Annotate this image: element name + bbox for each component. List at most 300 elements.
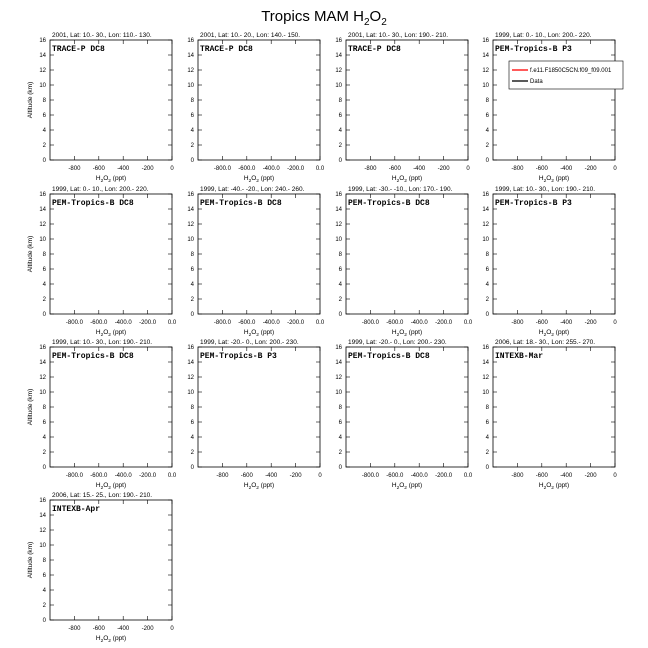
y-tick-label: 8 [42,558,46,565]
y-tick-label: 4 [338,128,342,135]
campaign-label: PEM-Tropics-B P3 [495,199,572,208]
x-tick-label: 0.0 [463,473,473,479]
x-axis-title-mid: O [399,482,405,489]
y-tick-label: 4 [338,282,342,289]
x-axis-title-sub2: 2 [404,179,407,184]
x-tick-label: -800.0 [361,473,379,479]
x-tick-label: -200 [584,320,597,326]
y-tick-label: 10 [482,83,489,90]
y-tick-label: 16 [39,345,46,352]
campaign-label: INTEXB-Mar [495,352,544,361]
x-axis-title-tail: (ppt) [110,329,127,336]
x-tick-label: -200 [584,473,597,479]
x-axis-title-mid: O [546,482,552,489]
y-tick-label: 4 [485,282,489,289]
x-axis-title-sub1: 2 [396,179,400,184]
y-tick-label: 12 [187,68,194,75]
y-tick-label: 6 [42,573,46,580]
x-axis-title-tail: (ppt) [553,482,570,489]
x-axis-title [392,329,422,338]
x-axis-title [96,635,126,644]
x-tick-label: 0 [318,473,322,479]
x-tick-label: -800.0 [361,320,379,326]
campaign-label: PEM-Tropics-B P3 [200,352,277,361]
x-tick-label: -800 [216,473,229,479]
x-tick-label: -600.0 [90,473,108,479]
x-axis-title-main: H [95,175,101,182]
panel-header: 1999, Lat: 0.- 10., Lon: 200.- 220. [495,32,592,39]
x-tick-label: -800.0 [213,320,231,326]
x-axis-title-main: H [95,329,101,336]
x-axis-title-main: H [391,175,397,182]
panel-2 [187,32,325,184]
y-tick-label: 12 [482,222,489,229]
plot-frame [198,194,320,314]
y-tick-label: 4 [42,435,46,442]
plot-frame [50,347,172,467]
plot-frame [346,194,468,314]
y-tick-label: 12 [39,222,46,229]
x-axis-title-mid: O [103,482,109,489]
panel-header: 2006, Lat: 15.- 25., Lon: 190.- 210. [52,492,153,499]
figure-title-main: Tropics MAM H [261,8,364,25]
y-tick-label: 16 [39,498,46,505]
plot-frame [50,194,172,314]
x-axis-title-sub1: 2 [248,179,252,184]
x-axis-title-sub1: 2 [396,486,400,491]
y-tick-label: 0 [485,158,489,165]
x-axis-title-tail: (ppt) [110,482,127,489]
y-tick-label: 14 [335,53,342,60]
y-tick-label: 16 [482,345,489,352]
campaign-label: TRACE-P DC8 [200,45,253,54]
y-tick-label: 2 [338,297,342,304]
y-tick-label: 0 [42,158,46,165]
x-tick-label: -800 [68,166,81,172]
x-tick-label: -600 [92,166,105,172]
y-tick-label: 14 [335,360,342,367]
panel-5 [27,186,177,338]
x-tick-label: -600.0 [90,320,108,326]
x-axis-title [539,482,569,491]
panel-13 [27,492,174,644]
campaign-label: PEM-Tropics-B DC8 [348,199,430,208]
y-tick-label: 12 [482,375,489,382]
y-tick-label: 2 [485,143,489,150]
x-axis-title [244,482,274,491]
panel-header: 2001, Lat: 10.- 30., Lon: 190.- 210. [348,32,449,39]
x-axis-title-sub2: 2 [551,333,554,338]
legend-box [509,61,623,89]
x-axis-title-main: H [95,482,101,489]
x-tick-label: -600 [535,473,548,479]
y-tick-label: 8 [338,405,342,412]
x-tick-label: -800 [511,473,524,479]
x-axis-title-sub2: 2 [256,333,259,338]
x-tick-label: -400 [560,166,573,172]
x-tick-label: -400 [117,166,130,172]
x-axis-title-mid: O [103,329,109,336]
x-tick-label: -200 [437,166,450,172]
x-axis-title [539,175,569,184]
x-axis-title-tail: (ppt) [258,482,275,489]
x-axis-title [244,329,274,338]
y-tick-label: 14 [482,360,489,367]
campaign-label: TRACE-P DC8 [348,45,401,54]
x-tick-label: 0 [170,166,174,172]
y-tick-label: 16 [482,38,489,45]
panel-header: 2001, Lat: 10.- 20., Lon: 140.- 150. [200,32,301,39]
x-axis-title-main: H [243,482,249,489]
x-tick-label: 0.0 [167,473,177,479]
y-tick-label: 10 [39,237,46,244]
x-tick-label: -200 [141,166,154,172]
plot-frame [198,40,320,160]
x-axis-title-mid: O [251,329,257,336]
y-tick-label: 10 [187,83,194,90]
x-axis-title-sub2: 2 [404,486,407,491]
plot-frame [198,347,320,467]
y-tick-label: 12 [335,222,342,229]
y-tick-label: 4 [42,282,46,289]
y-tick-label: 0 [190,158,194,165]
x-axis-title-sub1: 2 [100,486,104,491]
y-tick-label: 14 [482,207,489,214]
x-axis-title-mid: O [103,175,109,182]
x-axis-title-sub1: 2 [248,333,252,338]
panel-12 [482,339,617,491]
x-axis-title [539,329,569,338]
x-axis-title-main: H [243,175,249,182]
x-tick-label: 0.0 [315,320,325,326]
x-tick-label: -200.0 [287,320,305,326]
x-tick-label: -800 [364,166,377,172]
y-tick-label: 10 [335,83,342,90]
x-tick-label: -600 [388,166,401,172]
plot-frame [50,500,172,620]
y-axis-title: Altitude (km) [27,541,34,579]
campaign-label: PEM-Tropics-B DC8 [52,352,134,361]
legend-label: f.e11.F1850C5CN.f09_f09.001 [530,68,612,75]
x-tick-label: -200 [289,473,302,479]
plot-frame [493,40,615,160]
x-axis-title-tail: (ppt) [406,329,423,336]
x-axis-title-sub2: 2 [108,486,111,491]
y-tick-label: 12 [39,528,46,535]
x-axis-title-sub2: 2 [551,486,554,491]
panel-3 [335,32,470,184]
x-axis-title-sub2: 2 [404,333,407,338]
x-tick-label: 0 [613,166,617,172]
y-tick-label: 6 [42,420,46,427]
x-tick-label: -600.0 [386,473,404,479]
panel-11 [335,339,473,491]
y-tick-label: 14 [187,207,194,214]
x-tick-label: -400 [117,626,130,632]
x-tick-label: -800.0 [65,473,83,479]
x-axis-title-sub2: 2 [551,179,554,184]
campaign-label: PEM-Tropics-B DC8 [52,199,134,208]
y-tick-label: 8 [190,252,194,259]
x-axis-title-sub2: 2 [108,639,111,644]
x-tick-label: -400 [265,473,278,479]
y-tick-label: 10 [482,390,489,397]
y-tick-label: 12 [335,375,342,382]
y-tick-label: 8 [485,252,489,259]
x-axis-title-mid: O [251,482,257,489]
y-tick-label: 14 [482,53,489,60]
y-tick-label: 8 [338,252,342,259]
y-tick-label: 12 [39,375,46,382]
y-tick-label: 0 [338,312,342,319]
x-axis-title [96,482,126,491]
panel-header: 1999, Lat: 0.- 10., Lon: 200.- 220. [52,186,149,193]
y-tick-label: 16 [335,192,342,199]
y-axis-title: Altitude (km) [27,81,34,119]
legend-label: Data [530,79,543,86]
panel-9 [27,339,177,491]
y-tick-label: 16 [335,38,342,45]
y-tick-label: 12 [482,68,489,75]
y-tick-label: 0 [190,312,194,319]
x-tick-label: 0 [613,473,617,479]
y-tick-label: 10 [39,83,46,90]
x-axis-title-mid: O [399,175,405,182]
y-tick-label: 0 [42,618,46,625]
y-tick-label: 12 [187,375,194,382]
y-tick-label: 2 [42,143,46,150]
campaign-label: INTEXB-Apr [52,505,101,514]
x-axis-title-sub1: 2 [543,179,547,184]
y-tick-label: 16 [335,345,342,352]
y-tick-label: 14 [335,207,342,214]
y-tick-label: 12 [39,68,46,75]
y-tick-label: 16 [187,345,194,352]
x-tick-label: 0.0 [167,320,177,326]
y-tick-label: 10 [482,237,489,244]
plot-frame [346,347,468,467]
y-tick-label: 14 [187,360,194,367]
x-axis-title [96,175,126,184]
y-tick-label: 2 [42,603,46,610]
x-axis-title-main: H [391,329,397,336]
y-tick-label: 2 [190,297,194,304]
x-axis-title [392,175,422,184]
y-tick-label: 0 [338,465,342,472]
x-tick-label: -800 [511,320,524,326]
y-tick-label: 2 [338,450,342,457]
campaign-label: PEM-Tropics-B DC8 [348,352,430,361]
y-tick-label: 2 [485,450,489,457]
y-tick-label: 6 [485,267,489,274]
y-tick-label: 0 [485,465,489,472]
x-axis-title-main: H [538,482,544,489]
y-tick-label: 8 [190,405,194,412]
x-axis-title-mid: O [399,329,405,336]
y-tick-label: 4 [190,282,194,289]
panel-header: 1999, Lat: -20.- 0., Lon: 200.- 230. [348,339,447,346]
y-tick-label: 2 [190,143,194,150]
figure-title-sub1: 2 [363,17,370,28]
x-axis-title-tail: (ppt) [553,175,570,182]
campaign-label: PEM-Tropics-B DC8 [200,199,282,208]
x-tick-label: -200 [141,626,154,632]
x-axis-title-sub2: 2 [256,179,259,184]
x-tick-label: -200.0 [287,166,305,172]
x-axis-title [96,329,126,338]
panel-header: 1999, Lat: -40.- -20., Lon: 240.- 260. [200,186,305,193]
x-tick-label: -600.0 [386,320,404,326]
x-axis-title-tail: (ppt) [406,175,423,182]
y-tick-label: 10 [187,237,194,244]
x-axis-title-sub1: 2 [100,333,104,338]
x-tick-label: -600 [535,320,548,326]
y-tick-label: 0 [42,312,46,319]
y-tick-label: 8 [190,98,194,105]
x-axis-title-mid: O [546,175,552,182]
x-tick-label: 0.0 [315,166,325,172]
y-tick-label: 6 [338,420,342,427]
panel-6 [187,186,325,338]
x-axis-title-sub1: 2 [248,486,252,491]
campaign-label: PEM-Tropics-B P3 [495,45,572,54]
panel-4 [482,32,623,184]
panel-header: 2001, Lat: 10.- 30., Lon: 110.- 130. [52,32,152,39]
y-tick-label: 14 [39,207,46,214]
y-tick-label: 6 [42,267,46,274]
x-axis-title-main: H [95,635,101,642]
figure-title-sub2: 2 [381,17,387,28]
y-tick-label: 6 [42,113,46,120]
x-axis-title-main: H [243,329,249,336]
x-tick-label: -600.0 [238,320,256,326]
y-tick-label: 16 [39,38,46,45]
x-tick-label: -400.0 [262,320,280,326]
y-axis-title: Altitude (km) [27,235,34,273]
x-axis-title-sub1: 2 [543,333,547,338]
x-tick-label: -400.0 [114,320,132,326]
y-tick-label: 8 [485,405,489,412]
panel-header: 1999, Lat: -20.- 0., Lon: 200.- 230. [200,339,299,346]
y-tick-label: 6 [485,420,489,427]
x-tick-label: -800.0 [65,320,83,326]
x-axis-title-mid: O [251,175,257,182]
x-axis-title-mid: O [103,635,109,642]
x-tick-label: 0.0 [463,320,473,326]
y-tick-label: 6 [338,113,342,120]
y-tick-label: 0 [42,465,46,472]
y-tick-label: 2 [42,297,46,304]
y-tick-label: 2 [338,143,342,150]
y-tick-label: 10 [335,237,342,244]
x-tick-label: 0 [170,626,174,632]
panel-header: 1999, Lat: 10.- 30., Lon: 190.- 210. [52,339,153,346]
y-tick-label: 6 [338,267,342,274]
y-tick-label: 6 [190,267,194,274]
y-tick-label: 0 [338,158,342,165]
y-tick-label: 14 [187,53,194,60]
panel-header: 2006, Lat: 18.- 30., Lon: 255.- 270. [495,339,596,346]
x-axis-title-tail: (ppt) [258,329,275,336]
plot-frame [346,40,468,160]
y-tick-label: 4 [42,588,46,595]
y-tick-label: 16 [187,38,194,45]
y-tick-label: 6 [190,113,194,120]
x-axis-title-tail: (ppt) [110,175,127,182]
x-tick-label: -400 [413,166,426,172]
y-tick-label: 10 [39,390,46,397]
campaign-label: TRACE-P DC8 [52,45,105,54]
x-tick-label: -200.0 [435,473,453,479]
x-axis-title [392,482,422,491]
panel-header: 1999, Lat: 10.- 30., Lon: 190.- 210. [495,186,596,193]
y-tick-label: 16 [39,192,46,199]
y-tick-label: 8 [485,98,489,105]
x-axis-title-sub2: 2 [108,333,111,338]
x-axis-title [244,175,274,184]
y-tick-label: 2 [485,297,489,304]
y-tick-label: 4 [485,435,489,442]
y-tick-label: 14 [39,360,46,367]
y-tick-label: 4 [42,128,46,135]
y-tick-label: 8 [338,98,342,105]
x-tick-label: -400 [560,473,573,479]
x-tick-label: -400.0 [262,166,280,172]
y-tick-label: 0 [190,465,194,472]
y-tick-label: 2 [190,450,194,457]
x-tick-label: -600 [92,626,105,632]
x-axis-title-sub1: 2 [543,486,547,491]
x-tick-label: -400.0 [410,320,428,326]
x-axis-title-tail: (ppt) [110,635,127,642]
x-axis-title-main: H [538,175,544,182]
y-tick-label: 6 [190,420,194,427]
plot-frame [493,347,615,467]
x-tick-label: -400.0 [114,473,132,479]
y-tick-label: 4 [485,128,489,135]
y-tick-label: 14 [39,513,46,520]
panel-7 [335,186,473,338]
y-tick-label: 4 [338,435,342,442]
x-tick-label: -200 [584,166,597,172]
x-tick-label: -400.0 [410,473,428,479]
y-tick-label: 0 [485,312,489,319]
x-axis-title-sub1: 2 [100,179,104,184]
x-axis-title-sub1: 2 [100,639,104,644]
x-axis-title-mid: O [546,329,552,336]
x-axis-title-main: H [538,329,544,336]
plot-frame [493,194,615,314]
x-tick-label: -200.0 [435,320,453,326]
x-axis-title-sub2: 2 [256,486,259,491]
y-tick-label: 2 [42,450,46,457]
y-tick-label: 6 [485,113,489,120]
x-tick-label: -800.0 [213,166,231,172]
y-tick-label: 10 [335,390,342,397]
y-tick-label: 4 [190,435,194,442]
y-tick-label: 16 [187,192,194,199]
x-axis-title-tail: (ppt) [258,175,275,182]
panel-header: 1999, Lat: -30.- -10., Lon: 170.- 190. [348,186,453,193]
y-tick-label: 8 [42,405,46,412]
x-axis-title-sub2: 2 [108,179,111,184]
y-tick-label: 14 [39,53,46,60]
plot-frame [50,40,172,160]
x-axis-title-main: H [391,482,397,489]
x-axis-title-sub1: 2 [396,333,400,338]
y-tick-label: 10 [187,390,194,397]
y-tick-label: 10 [39,543,46,550]
